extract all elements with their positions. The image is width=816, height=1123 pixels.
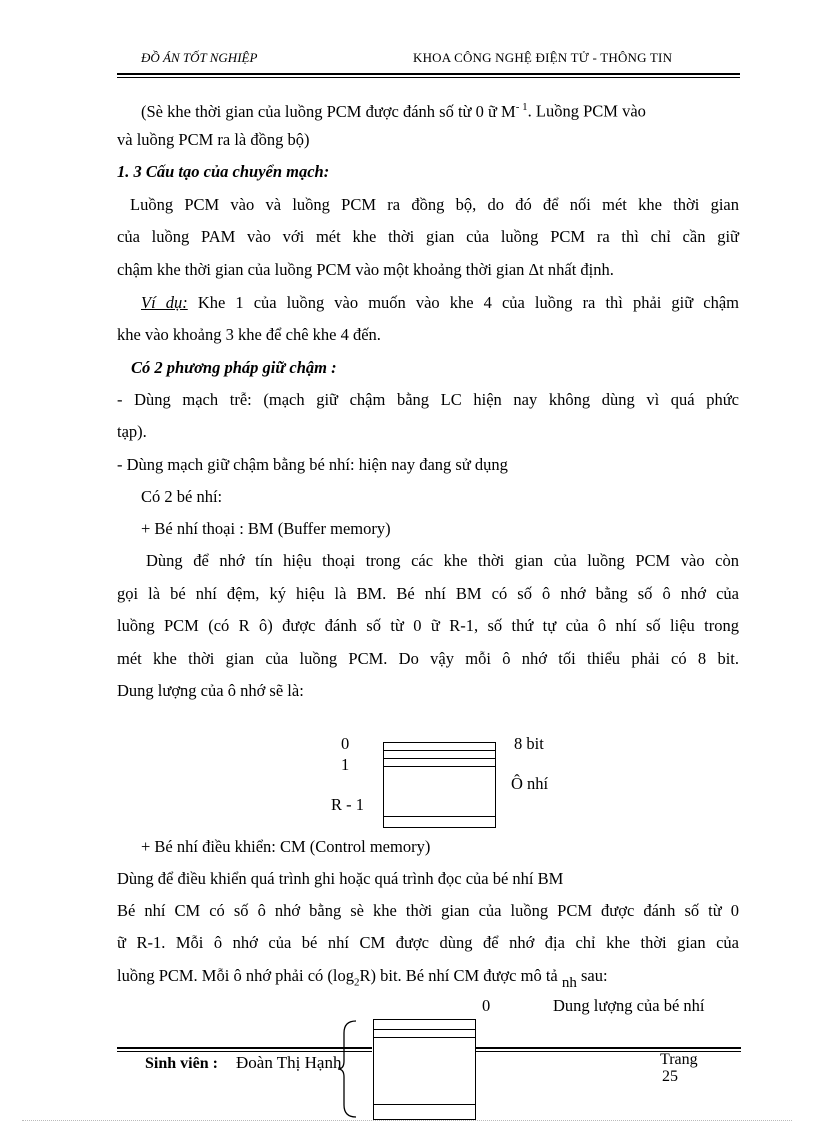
header-left: ĐỒ ÁN TỐT NGHIỆP <box>141 50 258 65</box>
paragraph-line: chậm khe thời gian của luồng PCM vào một khoảng thời gian Δt nhất định. <box>117 260 614 279</box>
section-heading-1-3: 1. 3 Cấu tạo của chuyển mạch: <box>117 162 330 181</box>
footer-page-label: Trang <box>660 1051 698 1068</box>
bm-cell-divider <box>383 766 496 767</box>
footer-rule-top-left <box>117 1047 372 1049</box>
paragraph-line: mét khe thời gian của luồng PCM. Do vậy mỗi ô nhớ tối thiểu phải có 8 bit. <box>117 649 739 668</box>
paragraph-line: Dung lượng của ô nhớ sẽ là: <box>117 681 304 700</box>
paragraph-line: của luồng PAM vào với mét khe thời gian của luồng PCM ra thì chỉ cần giữ <box>117 227 739 246</box>
paragraph-line: luồng PCM (có R ô) được đánh số từ 0 ữ R-1, số thứ tự của ô nhí số liệu trong <box>117 616 739 635</box>
methods-heading: Có 2 phương pháp giữ chậm : <box>131 358 337 377</box>
cm-cell-divider <box>373 1104 476 1105</box>
bm-cell-divider <box>383 758 496 759</box>
paragraph-line: Dùng để nhớ tín hiệu thoại trong các khe thời gian của luồng PCM vào còn <box>146 551 739 570</box>
paragraph-line: - Dùng mạch trễ: (mạch giữ chậm bằng LC hiện nay không dùng vì quá phức <box>117 390 739 409</box>
bm-label-0: 0 <box>341 734 350 753</box>
footer-student-label: Sinh viên : <box>145 1055 218 1072</box>
bm-label-8bit: 8 bit <box>514 734 544 753</box>
paragraph-line: khe vào khoảng 3 khe để chê khe 4 đến. <box>117 325 381 344</box>
footer-student-name: Đoàn Thị Hạnh <box>236 1053 342 1072</box>
paragraph-line: Có 2 bé nhí: <box>141 487 223 506</box>
paragraph-line: gọi là bé nhí đệm, ký hiệu là BM. Bé nhí BM có số ô nhớ bằng số ô nhớ của <box>117 584 739 603</box>
footer-page-number: 25 <box>662 1068 678 1085</box>
header-rule-bottom <box>117 77 740 78</box>
paragraph-line: + Bé nhí thoại : BM (Buffer memory) <box>141 519 391 538</box>
cm-cell-divider <box>373 1037 476 1038</box>
paragraph-line: - Dùng mạch giữ chậm bằng bé nhí: hiện nay đang sử dụng <box>117 455 508 474</box>
cm-label-capacity: Dung lượng của bé nhí <box>553 996 705 1015</box>
page-bottom-dotted-line <box>22 1120 792 1121</box>
paragraph-line: Bé nhí CM có số ô nhớ bằng sè khe thời gian của luồng PCM được đánh số từ 0 <box>117 901 739 920</box>
bm-label-1: 1 <box>341 755 350 774</box>
footer-rule-top-right <box>476 1047 741 1049</box>
example-label: Ví dụ: <box>141 293 188 312</box>
paragraph-line: Dùng để điều khiển quá trình ghi hoặc quá trình đọc của bé nhí BM <box>117 869 564 888</box>
paragraph-line: và luồng PCM ra là đồng bộ) <box>117 130 310 149</box>
bm-label-r-minus-1: R - 1 <box>331 795 364 814</box>
bm-cell-divider <box>383 750 496 751</box>
paragraph-line: Luồng PCM vào và luồng PCM ra đồng bộ, do đó để nối mét khe thời gian <box>130 195 739 214</box>
header-rule-top <box>117 73 740 75</box>
header-right: KHOA CÔNG NGHỆ ĐIỆN TỬ - THÔNG TIN <box>413 50 673 65</box>
cm-cell-divider <box>373 1029 476 1030</box>
cm-label-0: 0 <box>482 996 491 1015</box>
paragraph-line: + Bé nhí điều khiển: CM (Control memory) <box>141 837 431 856</box>
bm-cell-divider <box>383 816 496 817</box>
footer-rule-bottom-left <box>117 1051 372 1052</box>
paragraph-line: (Sè khe thời gian của luồng PCM được đánh số từ 0 ữ $M^{- 1}$. Luồng PCM vào <box>141 101 646 121</box>
paragraph-line: luồng PCM. Mỗi ô nhớ phải có $(\log_2R)$ bit. Bé nhí CM được mô tả nh sau: <box>117 966 608 991</box>
example-line: Ví dụ: Khe 1 của luồng vào muốn vào khe 4 của luồng ra thì phải giữ chậm <box>141 293 739 312</box>
footer-rule-bottom-right <box>476 1051 741 1052</box>
paragraph-line: ữ R-1. Mỗi ô nhớ của bé nhí CM được dùng để nhớ địa chỉ khe thời gian của <box>117 933 739 952</box>
paragraph-line: tạp). <box>117 422 147 441</box>
bm-label-onhi: Ô nhí <box>511 774 549 793</box>
